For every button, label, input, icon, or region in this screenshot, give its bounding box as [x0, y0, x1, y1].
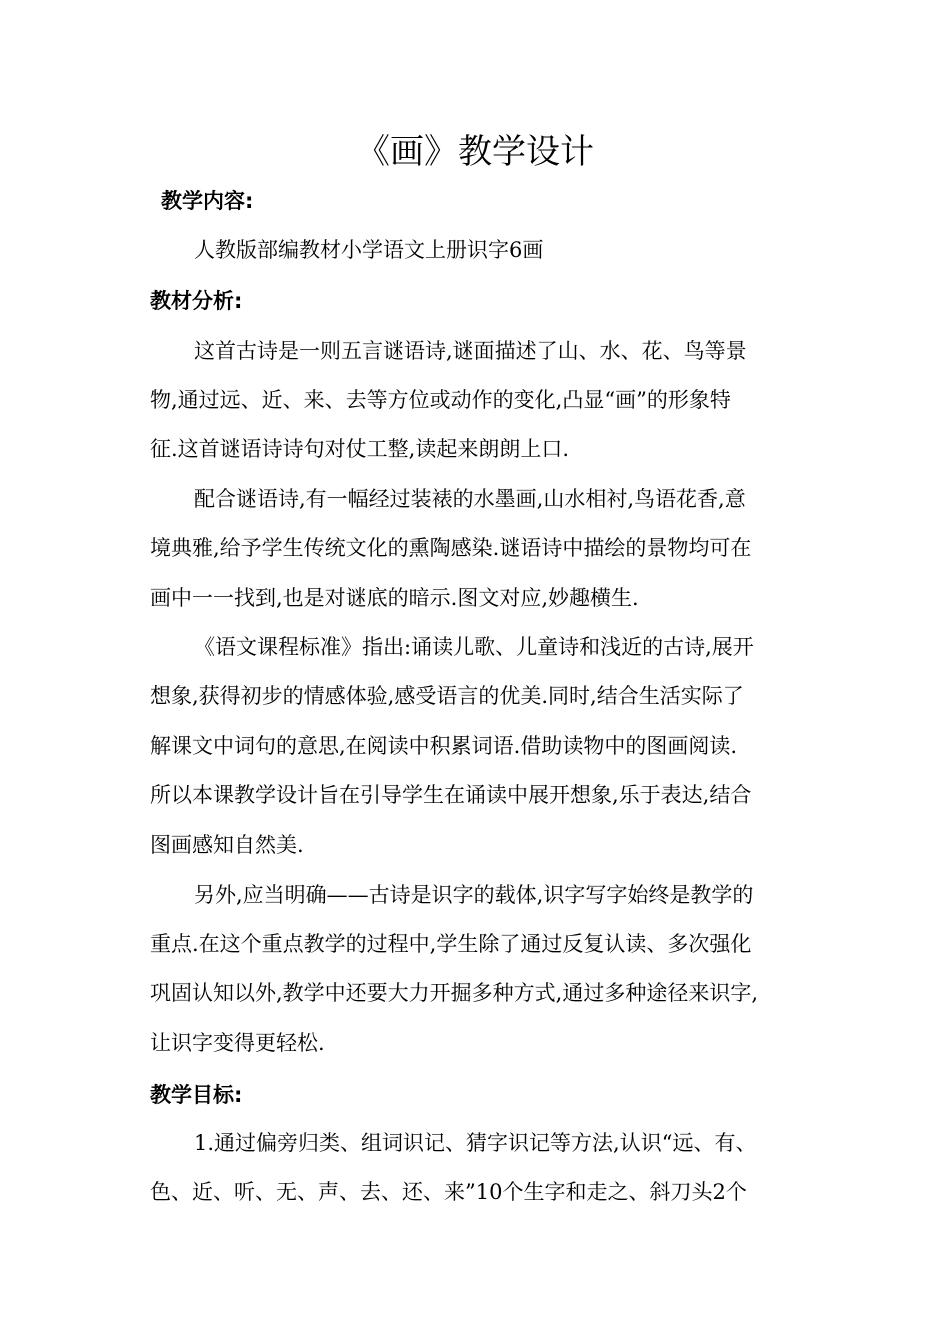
section-heading-content: 教学内容:: [161, 189, 254, 213]
goals-line: 色、近、听、无、声、去、还、来”10个生字和走之、斜刀头2个: [150, 1180, 747, 1204]
analysis-line: 图画感知自然美.: [150, 833, 304, 857]
analysis-line: 这首古诗是一则五言谜语诗,谜面描述了山、水、花、鸟等景: [194, 339, 747, 363]
analysis-line: 想象,获得初步的情感体验,感受语言的优美.同时,结合生活实际了: [150, 684, 744, 708]
analysis-line: 物,通过远、近、来、去等方位或动作的变化,凸显“画”的形象特: [150, 388, 731, 412]
analysis-line: 让识字变得更轻松.: [150, 1031, 325, 1055]
analysis-line: 解课文中词句的意思,在阅读中积累词语.借助读物中的图画阅读.: [150, 734, 738, 758]
goals-line: 1.通过偏旁归类、组词识记、猜字识记等方法,认识“远、有、: [194, 1131, 757, 1155]
document-title: 《画》教学设计: [356, 132, 594, 172]
section-heading-goals: 教学目标:: [150, 1083, 243, 1107]
analysis-line: 征.这首谜语诗诗句对仗工整,读起来朗朗上口.: [150, 437, 570, 461]
analysis-line: 重点.在这个重点教学的过程中,学生除了通过反复认读、多次强化: [150, 932, 752, 956]
analysis-line: 另外,应当明确——古诗是识字的载体,识字写字始终是教学的: [194, 883, 754, 907]
analysis-line: 配合谜语诗,有一幅经过装裱的水墨画,山水相衬,鸟语花香,意: [194, 487, 746, 511]
section-heading-analysis: 教材分析:: [150, 289, 243, 313]
analysis-line: 境典雅,给予学生传统文化的熏陶感染.谜语诗中描绘的景物均可在: [150, 536, 752, 560]
analysis-line: 画中一一找到,也是对谜底的暗示.图文对应,妙趣横生.: [150, 586, 639, 610]
analysis-line: 《语文课程标准》指出:诵读儿歌、儿童诗和浅近的古诗,展开: [194, 635, 754, 659]
analysis-line: 所以本课教学设计旨在引导学生在诵读中展开想象,乐于表达,结合: [150, 783, 752, 807]
content-line: 人教版部编教材小学语文上册识字6画: [194, 238, 544, 262]
analysis-line: 巩固认知以外,教学中还要大力开掘多种方式,通过多种途径来识字,: [150, 981, 759, 1005]
